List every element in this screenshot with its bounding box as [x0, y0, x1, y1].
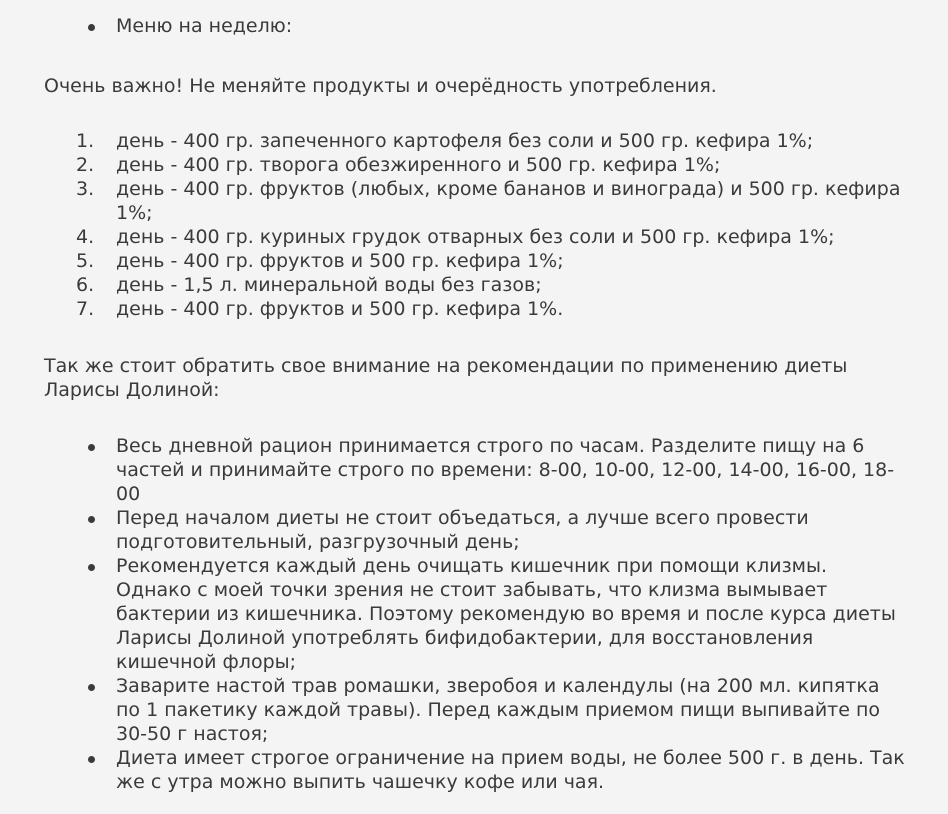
day-item — [0, 177, 906, 225]
day-item — [0, 153, 906, 177]
day-item — [0, 249, 906, 273]
days-list — [0, 129, 906, 321]
day-number: 3. — [76, 178, 95, 200]
recommendation-item — [0, 746, 906, 794]
recommendation-text: Диета имеет строгое ограничение на прием воды, не более 500 г. в день. Так же с утра можно выпить чашечку кофе или чая. — [116, 747, 905, 793]
bullet-icon — [88, 684, 95, 691]
day-item — [0, 225, 906, 249]
recommendation-text: Заварите настой трав ромашки, зверобоя и календулы (на 200 мл. кипятка по 1 пакетику каждой травы). Перед каждым приемом пищи выпивайте по 30-50 г настоя; — [116, 675, 881, 745]
recommendations-list — [0, 434, 906, 794]
day-text: день - 400 гр. фруктов (любых, кроме бананов и винограда) и 500 гр. кефира 1%; — [116, 178, 901, 224]
menu-header-text: Меню на неделю: — [116, 15, 293, 37]
bullet-icon — [88, 24, 95, 31]
bullet-icon — [88, 756, 95, 763]
recommend-intro-paragraph: Так же стоит обратить свое внимание на рекомендации по применению диеты Ларисы Долиной: — [44, 355, 848, 401]
day-text: день - 1,5 л. минеральной воды без газов; — [116, 274, 542, 296]
day-number: 1. — [76, 130, 95, 152]
day-number: 5. — [76, 250, 95, 272]
menu-header-block — [0, 14, 906, 38]
recommendation-text: Весь дневной рацион принимается строго по часам. Разделите пищу на 6 частей и принимайте строго по времени: 8-00, 10-00, 12-00, 14-00, 16-00, 18-00 — [116, 435, 895, 505]
recommendations-block — [0, 434, 906, 794]
day-number: 7. — [76, 298, 95, 320]
day-text: день - 400 гр. фруктов и 500 гр. кефира 1%; — [116, 250, 564, 272]
day-item — [0, 297, 906, 321]
day-item — [0, 273, 906, 297]
menu-header-list — [0, 14, 906, 38]
days-block — [0, 129, 906, 321]
day-text: день - 400 гр. фруктов и 500 гр. кефира 1%. — [116, 298, 564, 320]
day-number: 6. — [76, 274, 95, 296]
recommendation-item — [0, 674, 906, 746]
warning-paragraph: Очень важно! Не меняйте продукты и очерёдность употребления. — [44, 75, 717, 97]
day-number: 2. — [76, 154, 95, 176]
menu-header-item — [0, 14, 906, 38]
bullet-icon — [88, 516, 95, 523]
day-text: день - 400 гр. куриных грудок отварных без соли и 500 гр. кефира 1%; — [116, 226, 835, 248]
recommendation-text: Рекомендуется каждый день очищать кишечник при помощи клизмы. Однако с моей точки зрения не стоит забывать, что клизма вымывает бактерии из кишечника. Поэтому рекомендую во время и после курса диеты Ларисы Долиной употреблять бифидобактерии, для восстановления кишечной флоры; — [116, 555, 896, 673]
day-number: 4. — [76, 226, 95, 248]
day-text: день - 400 гр. творога обезжиренного и 500 гр. кефира 1%; — [116, 154, 721, 176]
bullet-icon — [88, 564, 95, 571]
recommendation-item — [0, 506, 906, 554]
bullet-icon — [88, 444, 95, 451]
day-text: день - 400 гр. запеченного картофеля без соли и 500 гр. кефира 1%; — [116, 130, 814, 152]
day-item — [0, 129, 906, 153]
recommendation-item — [0, 434, 906, 506]
recommendation-item — [0, 554, 906, 674]
recommendation-text: Перед началом диеты не стоит объедаться, а лучше всего провести подготовительный, разгрузочный день; — [116, 507, 809, 553]
